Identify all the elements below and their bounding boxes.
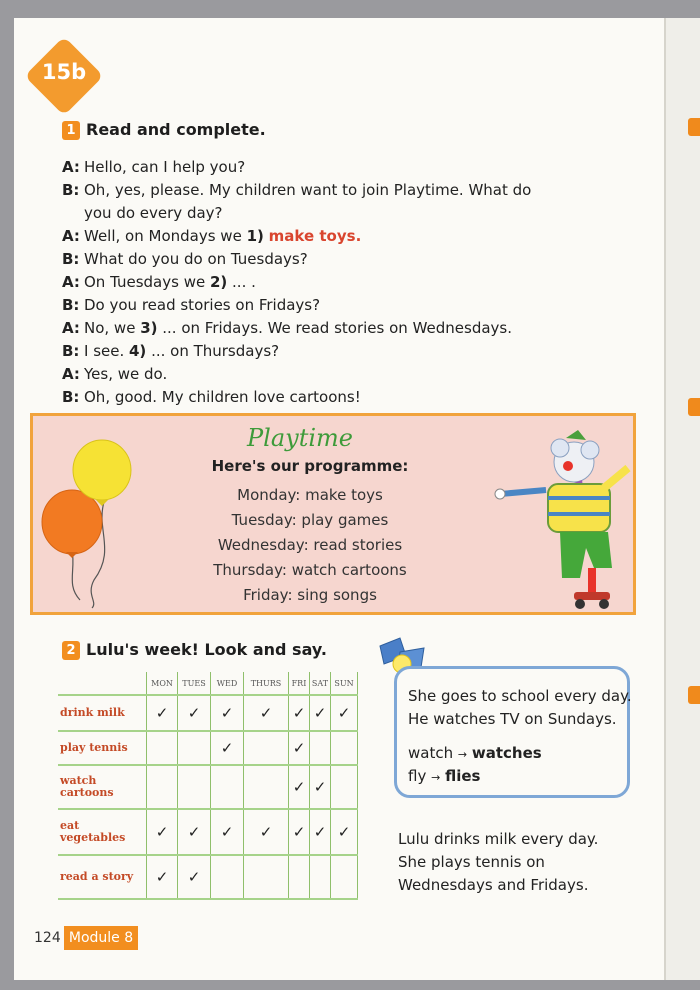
balloons-illustration — [36, 430, 146, 610]
check-cell — [331, 731, 358, 765]
check-cell: ✓ — [178, 809, 211, 855]
dialogue-line — [62, 386, 622, 409]
check-cell — [244, 765, 289, 809]
check-cell: ✓ — [211, 695, 244, 731]
speaker: A: — [62, 273, 80, 291]
check-cell — [147, 731, 178, 765]
exercise-title: Lulu's week! Look and say. — [86, 640, 327, 659]
day-header: WED — [211, 672, 244, 695]
line-text: ... on Thursdays? — [146, 342, 280, 360]
dialogue-line — [62, 294, 622, 317]
dialogue-line — [62, 202, 622, 225]
exercise-1-heading — [62, 120, 266, 140]
dialogue-line — [62, 340, 622, 363]
table-header-row — [58, 672, 358, 695]
programme-list — [180, 483, 440, 608]
dialogue-line — [62, 225, 622, 248]
verb-form: watches — [471, 744, 542, 762]
page-number: 124 — [34, 930, 61, 946]
check-cell — [331, 855, 358, 899]
verb-form: flies — [445, 767, 481, 785]
example-line: She plays tennis on — [398, 853, 545, 871]
example-sentences — [398, 828, 598, 897]
example-line: Wednesdays and Fridays. — [398, 876, 589, 894]
spelling-example — [408, 767, 480, 785]
dialogue-line — [62, 317, 622, 340]
line-text: Yes, we do. — [84, 365, 168, 383]
check-cell — [289, 855, 310, 899]
line-text: Well, on Mondays we — [84, 227, 247, 245]
check-cell — [211, 855, 244, 899]
clown-illustration — [490, 428, 636, 616]
check-cell: ✓ — [289, 695, 310, 731]
line-text: you do every day? — [84, 204, 223, 222]
table-row — [58, 695, 358, 731]
speaker: A: — [62, 158, 80, 176]
check-cell: ✓ — [178, 855, 211, 899]
check-cell — [310, 731, 331, 765]
check-cell: ✓ — [331, 809, 358, 855]
speaker: A: — [62, 227, 80, 245]
check-cell: ✓ — [310, 695, 331, 731]
day-header: MON — [147, 672, 178, 695]
lesson-badge: 15b — [41, 60, 87, 84]
exercise-number: 2 — [62, 641, 80, 660]
arrow-icon: → — [431, 771, 441, 784]
day-header: THURS — [244, 672, 289, 695]
line-text: . — [355, 227, 362, 245]
speaker: B: — [62, 342, 80, 360]
check-cell: ✓ — [211, 731, 244, 765]
check-cell: ✓ — [310, 809, 331, 855]
example-line: Lulu drinks milk every day. — [398, 830, 599, 848]
speaker: A: — [62, 365, 80, 383]
speaker: B: — [62, 388, 80, 406]
speaker: B: — [62, 296, 80, 314]
check-cell — [244, 731, 289, 765]
line-text: On Tuesdays we — [84, 273, 210, 291]
facing-page-tab — [688, 686, 700, 704]
speaker: A: — [62, 319, 80, 337]
dialogue-line — [62, 363, 622, 386]
activity-label: play tennis — [58, 731, 147, 765]
line-text: Oh, good. My children love cartoons! — [84, 388, 361, 406]
check-cell: ✓ — [244, 809, 289, 855]
line-text: Hello, can I help you? — [84, 158, 246, 176]
line-text: What do you do on Tuesdays? — [84, 250, 308, 268]
table-row — [58, 765, 358, 809]
speaker: B: — [62, 250, 80, 268]
exercise-number: 1 — [62, 121, 80, 140]
facing-page-edge — [664, 18, 700, 980]
gap-marker: 4) — [129, 342, 147, 360]
spelling-example — [408, 744, 542, 762]
speaker: B: — [62, 181, 80, 199]
check-cell: ✓ — [289, 809, 310, 855]
check-cell: ✓ — [211, 809, 244, 855]
check-cell: ✓ — [289, 731, 310, 765]
facing-page-tab — [688, 398, 700, 416]
programme-subtitle: Here's our programme: — [211, 457, 409, 475]
dialogue-line — [62, 156, 622, 179]
line-text: ... . — [227, 273, 256, 291]
line-text: ... on Fridays. We read stories on Wednesdays. — [157, 319, 512, 337]
week-table — [58, 672, 358, 900]
check-cell — [331, 765, 358, 809]
check-cell: ✓ — [244, 695, 289, 731]
day-header: SUN — [331, 672, 358, 695]
line-text: Oh, yes, please. My children want to join Playtime. What do — [84, 181, 532, 199]
dialogue-line — [62, 271, 622, 294]
check-cell — [244, 855, 289, 899]
gap-marker: 2) — [209, 273, 228, 291]
table-corner — [58, 672, 147, 695]
table-row — [58, 809, 358, 855]
activity-label: read a story — [58, 855, 147, 899]
dialogue-line — [62, 248, 622, 271]
check-cell — [178, 731, 211, 765]
activity-label: drink milk — [58, 695, 147, 731]
day-header: SAT — [310, 672, 331, 695]
exercise-2-heading — [62, 640, 327, 660]
gap-marker: 3) — [140, 319, 158, 337]
day-header: FRI — [289, 672, 310, 695]
check-cell — [310, 855, 331, 899]
dialogue-line — [62, 179, 622, 202]
facing-page-tab — [688, 118, 700, 136]
check-cell — [211, 765, 244, 809]
grammar-line: He watches TV on Sundays. — [408, 710, 617, 728]
programme-item: Friday: sing songs — [243, 586, 377, 604]
exercise-title: Read and complete. — [86, 120, 266, 139]
grammar-line: She goes to school every day. — [408, 687, 632, 705]
check-cell: ✓ — [178, 695, 211, 731]
dialogue — [62, 156, 622, 409]
module-label: Module 8 — [64, 926, 138, 950]
check-cell — [147, 765, 178, 809]
check-cell: ✓ — [310, 765, 331, 809]
example-answer: make toys — [268, 227, 356, 245]
line-text: I see. — [84, 342, 129, 360]
check-cell: ✓ — [147, 695, 178, 731]
check-cell: ✓ — [331, 695, 358, 731]
check-cell: ✓ — [147, 809, 178, 855]
programme-item: Wednesday: read stories — [217, 536, 403, 554]
check-cell — [178, 765, 211, 809]
programme-item: Tuesday: play games — [231, 511, 389, 529]
arrow-icon: → — [457, 748, 468, 761]
line-text: Do you read stories on Fridays? — [84, 296, 321, 314]
base-verb: watch — [408, 744, 454, 762]
activity-label: eat vegetables — [58, 809, 147, 855]
programme-item: Monday: make toys — [237, 486, 383, 504]
programme-title: Playtime — [247, 424, 353, 452]
activity-label: watch cartoons — [58, 765, 147, 809]
line-text: No, we — [84, 319, 141, 337]
gap-marker: 1) — [246, 227, 264, 245]
table-row — [58, 855, 358, 899]
programme-item: Thursday: watch cartoons — [213, 561, 407, 579]
day-header: TUES — [178, 672, 211, 695]
table-row — [58, 731, 358, 765]
check-cell: ✓ — [147, 855, 178, 899]
check-cell: ✓ — [289, 765, 310, 809]
base-verb: fly — [408, 767, 427, 785]
